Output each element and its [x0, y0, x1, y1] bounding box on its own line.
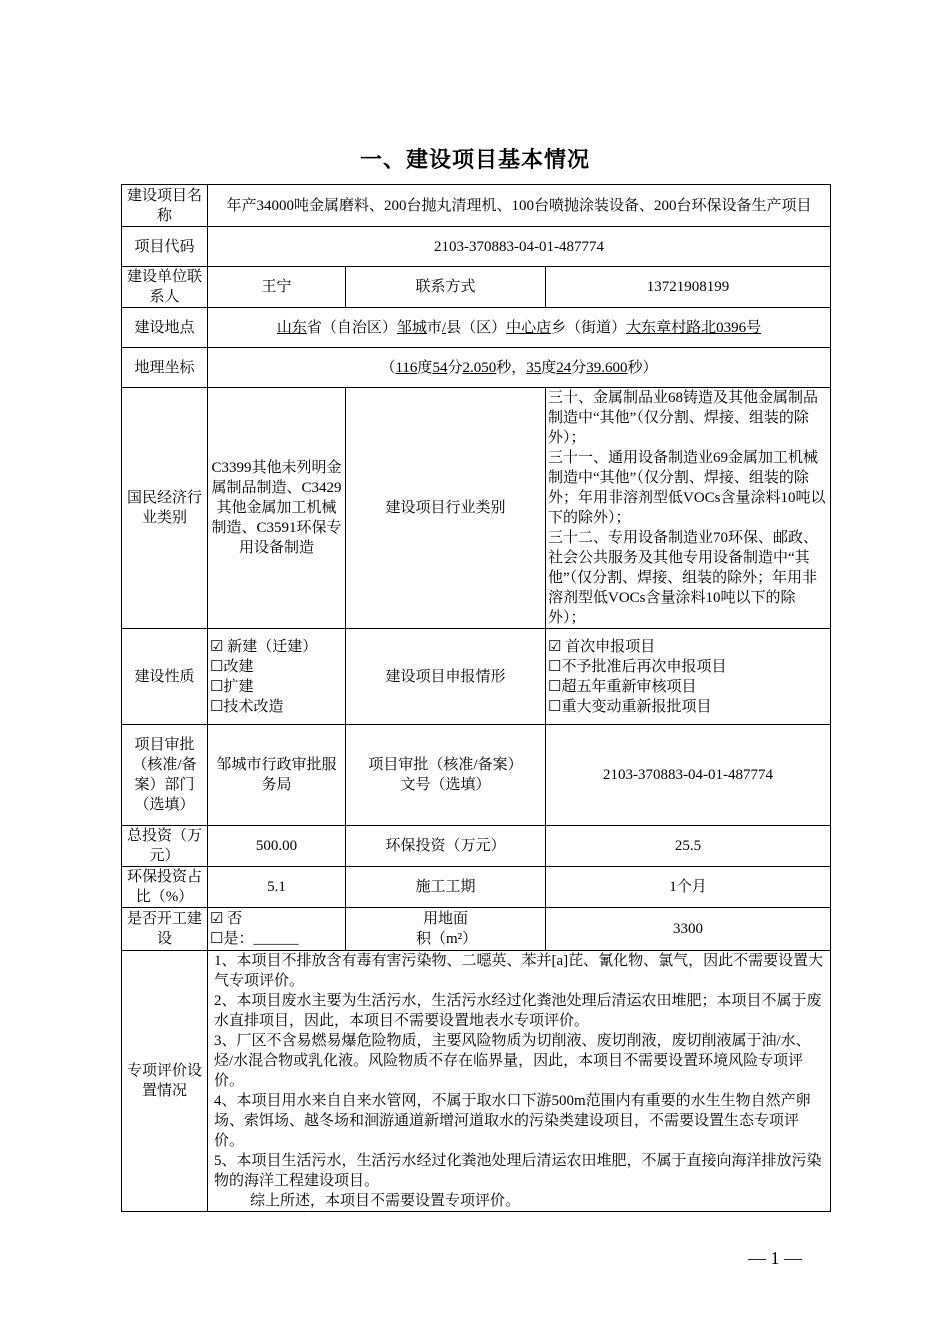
- checkbox-icon: ☐: [548, 658, 562, 675]
- option-label: 技术改造: [223, 698, 284, 715]
- label: 建设单位联系人: [122, 267, 208, 308]
- checkbox-icon: ☐: [548, 698, 562, 715]
- province: 山东: [276, 319, 307, 336]
- approval-dept: 邹城市行政审批服务局: [208, 725, 346, 826]
- option-no[interactable]: [210, 909, 343, 929]
- env-ratio: 5.1: [208, 867, 346, 908]
- lon-sec: 2.050: [462, 359, 497, 376]
- option-label: 新建（迁建）: [227, 638, 318, 655]
- checkbox-icon: ☐: [210, 678, 224, 695]
- option[interactable]: [210, 677, 343, 697]
- option-label: 不予批准后再次申报项目: [561, 658, 727, 675]
- evaluation-item: 1、本项目不排放含有毒有害污染物、二噁英、苯并[a]芘、氰化物、氯气，因此不需要设置大气专项评价。: [214, 953, 824, 989]
- option[interactable]: [210, 637, 343, 657]
- category-item: 三十、金属制品业68铸造及其他金属制品制造中“其他”（仅分割、焊接、组装的除外）；: [548, 390, 819, 446]
- address: 大东章村路北0396号: [626, 319, 762, 336]
- lat-deg: 35: [526, 359, 542, 376]
- row-nature: [122, 629, 831, 725]
- text: （: [380, 359, 396, 376]
- label: 环保投资占比（%）: [122, 867, 208, 908]
- row-industry: [122, 388, 831, 629]
- label: 地理坐标: [122, 348, 208, 388]
- checkbox-icon: ☐: [210, 931, 224, 947]
- option[interactable]: [548, 697, 828, 717]
- county: /: [441, 319, 447, 336]
- land-area: 3300: [546, 908, 831, 951]
- text: 市: [426, 319, 442, 336]
- option-label: 否: [227, 911, 243, 927]
- option-label: 首次申报项目: [565, 638, 656, 655]
- text: 乡（街道）: [551, 319, 627, 336]
- checkbox-icon: ☐: [210, 658, 224, 675]
- text: 分: [447, 359, 463, 376]
- row-special: [122, 951, 831, 1212]
- industry-category: [546, 388, 831, 629]
- row-started: [122, 908, 831, 951]
- checkbox-checked-icon: ☑: [210, 911, 228, 927]
- label: 项目审批（核准/备案）文号（选填）: [346, 725, 546, 826]
- label: 总投资（万元）: [122, 826, 208, 867]
- label: 专项评价设置情况: [122, 951, 208, 1212]
- label: 环保投资（万元）: [346, 826, 546, 867]
- contact-phone: 13721908199: [546, 267, 831, 308]
- lat-min: 24: [556, 359, 572, 376]
- project-info-table: [121, 184, 831, 1212]
- page-number: — 1 —: [748, 1248, 802, 1268]
- label: 用地面积（m²）: [346, 908, 546, 951]
- label: 建设项目申报情形: [346, 629, 546, 725]
- option-label: 扩建: [223, 678, 254, 695]
- coords-value: [208, 348, 831, 388]
- option[interactable]: [548, 637, 828, 657]
- label: 建设地点: [122, 308, 208, 348]
- evaluation-summary: 综上所述，本项目不需要设置专项评价。: [250, 1193, 521, 1209]
- label: 联系方式: [346, 267, 546, 308]
- lon-deg: 116: [395, 359, 418, 376]
- lat-sec: 39.600: [586, 359, 628, 376]
- contact-person: 王宁: [208, 267, 346, 308]
- industry-code: C3399其他未列明金属制品制造、C3429其他金属加工机械制造、C3591环保专用设备制造: [208, 388, 346, 629]
- option-label: 是：: [223, 931, 254, 947]
- row-invest: [122, 826, 831, 867]
- evaluation-item: 3、厂区不含易燃易爆危险物质，主要风险物质为切削液、废切削液，废切削液属于油/水、烃/水混合物或乳化液。风险物质不存在临界量，因此，本项目不需要设置环境风险专项评价。: [214, 1033, 811, 1089]
- lon-min: 54: [432, 359, 448, 376]
- label: 项目代码: [122, 227, 208, 267]
- option[interactable]: [548, 677, 828, 697]
- started-options: [208, 908, 346, 951]
- option[interactable]: [210, 697, 343, 717]
- text: 度: [541, 359, 557, 376]
- option-label: 超五年重新审核项目: [561, 678, 697, 695]
- filing-options: [546, 629, 831, 725]
- checkbox-checked-icon: ☑: [548, 638, 566, 655]
- text: 秒）: [627, 359, 658, 376]
- evaluation-item: 4、本项目用水来自自来水管网，不属于取水口下游500m范围内有重要的水生生物自然产卵场、索饵场、越冬场和洄游通道新增河道取水的污染类建设项目，不需要设置生态专项评价。: [214, 1093, 811, 1149]
- label: 是否开工建设: [122, 908, 208, 951]
- option[interactable]: [210, 657, 343, 677]
- checkbox-icon: ☐: [210, 698, 224, 715]
- evaluation-item: 5、本项目生活污水，生活污水经过化粪池处理后清运农田堆肥，不属于直接向海洋排放污染物的海洋工程建设项目。: [214, 1153, 822, 1189]
- text: ，: [511, 359, 527, 376]
- city: 邹城: [396, 319, 427, 336]
- row-name: [122, 185, 831, 227]
- row-contact: [122, 267, 831, 308]
- label: 国民经济行业类别: [122, 388, 208, 629]
- section-title: 一、建设项目基本情况: [359, 148, 590, 173]
- option-label: 重大变动重新报批项目: [561, 698, 712, 715]
- row-coords: [122, 348, 831, 388]
- construction-period: 1个月: [546, 867, 831, 908]
- row-approval: [122, 725, 831, 826]
- option-label: 改建: [223, 658, 254, 675]
- text: 县（区）: [446, 319, 507, 336]
- text: 分: [571, 359, 587, 376]
- text: 度: [417, 359, 433, 376]
- project-code: 2103-370883-04-01-487774: [208, 227, 831, 267]
- evaluation-item: 2、本项目废水主要为生活污水，生活污水经过化粪池处理后清运农田堆肥；本项目不属于废水直排项目，因此，本项目不需要设置地表水专项评价。: [214, 993, 822, 1029]
- text: 省（自治区）: [306, 319, 397, 336]
- town: 中心店: [506, 319, 552, 336]
- label: 建设项目名称: [122, 185, 208, 227]
- nature-options: [208, 629, 346, 725]
- option[interactable]: [548, 657, 828, 677]
- checkbox-checked-icon: ☑: [210, 638, 228, 655]
- category-item: 三十二、专用设备制造业70环保、邮政、社会公共服务及其他专用设备制造中“其他”（仅分割、焊接、组装的除外；年用非溶剂型低VOCs含量涂料10吨以下的除外）；: [548, 530, 819, 626]
- label: 建设性质: [122, 629, 208, 725]
- special-evaluation: [208, 951, 831, 1212]
- row-ratio: [122, 867, 831, 908]
- approval-number: 2103-370883-04-01-487774: [546, 725, 831, 826]
- env-investment: 25.5: [546, 826, 831, 867]
- category-item: 三十一、通用设备制造业69金属加工机械制造中“其他”（仅分割、焊接、组装的除外；年用非溶剂型低VOCs含量涂料10吨以下的除外）；: [548, 450, 826, 526]
- text: 秒: [496, 359, 512, 376]
- label: 建设项目行业类别: [346, 388, 546, 629]
- total-investment: 500.00: [208, 826, 346, 867]
- option-yes[interactable]: [210, 929, 343, 949]
- location-value: [208, 308, 831, 348]
- checkbox-icon: ☐: [548, 678, 562, 695]
- row-code: [122, 227, 831, 267]
- row-location: [122, 308, 831, 348]
- project-name: 年产34000吨金属磨料、200台抛丸清理机、100台喷抛涂装设备、200台环保设备生产项目: [208, 185, 831, 227]
- label: 项目审批（核准/备案）部门（选填）: [122, 725, 208, 826]
- label: 施工工期: [346, 867, 546, 908]
- blank: ______: [253, 931, 299, 947]
